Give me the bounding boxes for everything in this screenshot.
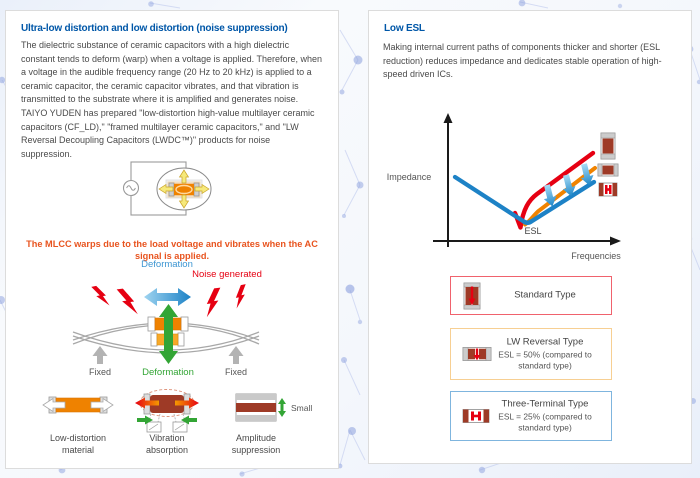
solution-1-label-line1: Low-distortion bbox=[49, 433, 107, 443]
legend-three-terminal-type bbox=[450, 391, 612, 441]
fixed-right-label: Fixed bbox=[224, 367, 248, 377]
impedance-frequency-chart bbox=[376, 111, 626, 266]
standard-type-chip-icon bbox=[601, 133, 615, 159]
legend-3t-desc: ESL = 25% (compared to standard type) bbox=[498, 411, 592, 433]
legend-lw-desc: ESL = 50% (compared to standard type) bbox=[498, 349, 592, 371]
panel-low-esl bbox=[368, 10, 692, 464]
amplitude-suppression-icon bbox=[236, 394, 286, 421]
legend-standard-type bbox=[450, 276, 612, 315]
solution-3-label-line1: Amplitude bbox=[235, 433, 277, 443]
x-axis-arrowhead bbox=[610, 237, 621, 246]
chart-axes bbox=[433, 121, 613, 247]
noise-generated-label: Noise generated bbox=[192, 269, 262, 280]
y-axis-arrowhead bbox=[444, 113, 453, 123]
right-paragraph: Making internal current paths of components thicker and shorter (ESL reduction) reduces impedance and dedicates stable operation of high-speed driven ICs. bbox=[383, 42, 662, 80]
right-panel-body bbox=[383, 41, 679, 82]
esl-annotation: ESL bbox=[524, 226, 542, 236]
fixed-left-label: Fixed bbox=[88, 367, 112, 377]
solution-3-label-line2: suppression bbox=[231, 445, 281, 455]
vibration-absorption-icon bbox=[135, 390, 199, 433]
low-distortion-material-icon bbox=[43, 397, 113, 413]
legend-lw-reversal-type bbox=[450, 328, 612, 380]
mlcc-warp-warning: The MLCC warps due to the load voltage and vibrates when the AC signal is applied. bbox=[26, 239, 318, 262]
deformation-bottom-label: Deformation bbox=[142, 367, 194, 378]
legend-3t-label: Three-Terminal Type bbox=[501, 398, 589, 410]
solution-2-label-line2: absorption bbox=[145, 445, 189, 455]
left-paragraph-2: TAIYO YUDEN has prepared "low-distortion high-value multilayer ceramic capacitors (CF_LD)," "framed multilayer ceramic capacitors," and "LW Reversal Decoupling Capacitors (LWDC™)" products for noise suppression. bbox=[21, 107, 315, 159]
legend-standard-label: Standard Type bbox=[514, 289, 576, 301]
y-axis-label: Impedance bbox=[386, 172, 432, 182]
left-paragraph-1: The dielectric substance of ceramic capacitors with a high dielectric constant tends to deform (warp) when a voltage is applied. Therefore, when a voltage in the audible frequency range (20 Hz to 20 kHz) is applied to a ceramic capacitor, the ceramic capacitor vibrates, and that vibration is transmitted to the substrate where it is amplified and generates noise. bbox=[21, 40, 323, 105]
x-axis-label: Frequencies bbox=[571, 251, 621, 261]
solution-diagrams bbox=[41, 386, 321, 458]
horizontal-deformation-arrow bbox=[144, 288, 191, 306]
solution-2-label-line1: Vibration bbox=[149, 433, 185, 443]
standard-type-legend-icon bbox=[462, 282, 482, 310]
small-label: Small bbox=[291, 403, 313, 413]
legend-lw-label: LW Reversal Type bbox=[506, 336, 584, 348]
left-panel-body bbox=[21, 39, 323, 161]
ac-source-icon bbox=[124, 181, 139, 196]
mlcc-capacitor-icon bbox=[169, 183, 199, 196]
three-terminal-chip-icon bbox=[599, 183, 617, 196]
solution-1-label-line2: material bbox=[61, 445, 95, 455]
vibration-noise-diagram bbox=[31, 256, 311, 381]
deformation-top-label: Deformation bbox=[141, 259, 193, 270]
left-panel-title: Ultra-low distortion and low distortion (noise suppression) bbox=[21, 23, 288, 34]
lw-reversal-chip-icon bbox=[598, 164, 618, 176]
right-panel-title: Low ESL bbox=[384, 23, 425, 34]
panel-noise-suppression bbox=[5, 10, 339, 469]
ac-circuit-diagram bbox=[121, 157, 251, 219]
